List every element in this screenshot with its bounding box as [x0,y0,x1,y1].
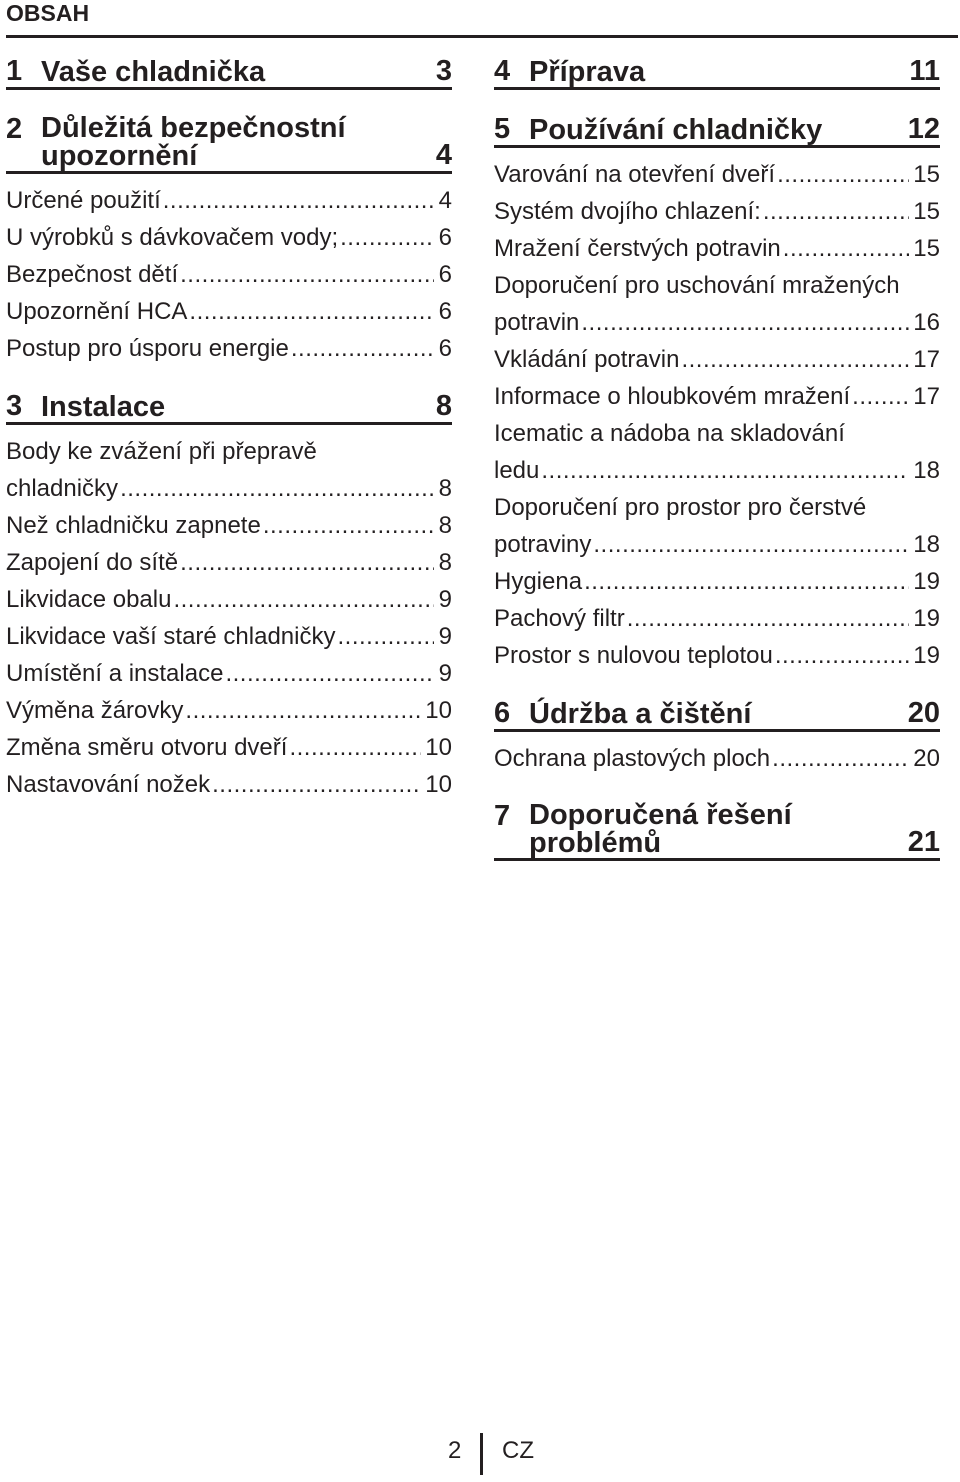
dot-leader [185,692,421,729]
toc-entry[interactable] [6,655,452,692]
toc-entry[interactable] [6,182,452,219]
section-page: 3 [435,55,452,87]
dot-leader [291,330,434,367]
entry-page: 10 [425,734,452,761]
entry-label: Upozornění HCA [6,298,188,325]
dot-leader [775,637,909,674]
toc-section-2 [6,114,452,367]
entry-line2 [494,304,940,341]
toc-entry[interactable] [494,193,940,230]
section-number: 7 [494,800,511,832]
dot-leader [263,507,434,544]
toc-entry[interactable] [494,637,940,674]
entry-page: 6 [438,298,452,325]
dot-leader [593,526,909,563]
entry-label-continued: ledu [494,457,540,484]
toc-section-7 [494,801,940,861]
toc-section-3 [6,391,452,803]
entry-page: 16 [913,309,940,336]
dot-leader [777,156,909,193]
section-title: Instalace [41,391,166,423]
toc-left-column [6,56,452,827]
footer-page-number: 2 [448,1437,462,1464]
dot-leader [541,452,909,489]
entry-page: 15 [913,198,940,225]
toc-entry[interactable] [6,433,452,507]
page-title: OBSAH [6,0,90,26]
entry-page: 17 [913,346,940,373]
entry-page: 20 [913,745,940,772]
section-number: 1 [6,55,23,87]
entry-page: 15 [913,235,940,262]
header-rule [6,35,958,38]
toc-entry[interactable] [494,563,940,600]
section-number: 3 [6,390,23,422]
dot-leader [681,341,909,378]
entry-line2 [6,470,452,507]
toc-section-heading[interactable] [494,698,940,732]
entry-label-continued: potravin [494,309,580,336]
entry-label: Icematic a nádoba na skladování [494,420,845,447]
dot-leader [772,740,909,777]
toc-entry[interactable] [6,219,452,256]
entry-page: 4 [438,187,452,214]
entry-label: U výrobků s dávkovačem vody; [6,224,339,251]
entry-label: Výměna žárovky [6,697,184,724]
entry-label: Umístění a instalace [6,660,224,687]
section-title: Údržba a čištění [529,698,752,730]
entry-label: Hygiena [494,568,583,595]
entry-label-continued: potraviny [494,531,592,558]
toc-entry[interactable] [6,507,452,544]
toc-section-4 [494,56,940,90]
toc-section-heading[interactable] [6,56,452,90]
entry-line2 [494,526,940,563]
toc-section-heading[interactable] [494,56,940,90]
entry-label: Likvidace obalu [6,586,172,613]
section-page: 8 [435,390,452,422]
entry-page: 18 [913,531,940,558]
entry-label-continued: chladničky [6,475,119,502]
section-page: 12 [907,113,940,145]
toc-entry[interactable] [6,692,452,729]
dot-leader [337,618,434,655]
toc-entry[interactable] [494,267,940,341]
section-page: 11 [909,55,940,87]
entry-page: 19 [913,568,940,595]
entry-page: 9 [438,623,452,650]
section-number: 2 [6,113,23,145]
entry-label: Mražení čerstvých potravin [494,235,781,262]
entry-label: Systém dvojího chlazení: [494,198,761,225]
entry-page: 19 [913,605,940,632]
toc-section-heading[interactable] [494,801,940,861]
toc-entry[interactable] [6,581,452,618]
section-title: Příprava [529,56,646,88]
dot-leader [189,293,434,330]
entry-label: Pachový filtr [494,605,625,632]
dot-leader [212,766,421,803]
entry-label: Varování na otevření dveří [494,161,776,188]
toc-entry[interactable] [494,415,940,489]
toc-section-5 [494,114,940,674]
entry-label: Bezpečnost dětí [6,261,179,288]
toc-right-column [494,56,940,885]
entry-label: Prostor s nulovou teplotou [494,642,773,669]
entry-label: Postup pro úsporu energie [6,335,289,362]
dot-leader [581,304,909,341]
entry-label: Určené použití [6,187,161,214]
entry-label: Změna směru otvoru dveří [6,734,288,761]
page-footer [448,1433,568,1471]
entry-label: Doporučení pro uschování mražených [494,272,900,299]
section-number: 6 [494,697,511,729]
entry-label: Informace o hloubkovém mražení [494,383,851,410]
entry-label: Než chladničku zapnete [6,512,261,539]
section-title: Používání chladničky [529,114,823,146]
page-header [0,0,960,40]
toc-entry[interactable] [494,341,940,378]
dot-leader [783,230,910,267]
section-number: 4 [494,55,511,87]
entry-label: Zapojení do sítě [6,549,179,576]
entry-page: 10 [425,771,452,798]
toc-section-1 [6,56,452,90]
entry-label: Ochrana plastových ploch [494,745,771,772]
entry-page: 6 [438,335,452,362]
dot-leader [340,219,434,256]
toc-entry[interactable] [6,256,452,293]
toc-entry[interactable] [6,293,452,330]
toc-entry[interactable] [494,600,940,637]
entry-label: Vkládání potravin [494,346,680,373]
entry-label: Likvidace vaší staré chladničky [6,623,336,650]
entry-label: Doporučení pro prostor pro čerstvé [494,494,867,521]
entry-page: 9 [438,660,452,687]
dot-leader [763,193,909,230]
entry-line2 [494,452,940,489]
toc-entry[interactable] [6,330,452,367]
toc-entry[interactable] [494,489,940,563]
entry-page: 8 [438,475,452,502]
entry-page: 6 [438,261,452,288]
section-title: Důležitá bezpečnostní upozornění [41,112,346,172]
toc-entry[interactable] [494,740,940,777]
section-number: 5 [494,113,511,145]
toc-entry[interactable] [494,156,940,193]
section-title: Vaše chladnička [41,56,266,88]
dot-leader [180,256,434,293]
footer-divider [480,1433,483,1475]
dot-leader [225,655,434,692]
dot-leader [163,182,434,219]
toc-entry[interactable] [494,378,940,415]
entry-page: 17 [913,383,940,410]
dot-leader [627,600,910,637]
entry-page: 15 [913,161,940,188]
entry-label: Nastavování nožek [6,771,211,798]
toc-entry[interactable] [6,544,452,581]
section-page: 20 [907,697,940,729]
entry-page: 8 [438,549,452,576]
dot-leader [584,563,909,600]
footer-language: CZ [502,1437,534,1464]
section-title: Doporučená řešení problémů [529,799,792,859]
dot-leader [180,544,434,581]
section-page: 4 [435,139,452,171]
toc-section-heading[interactable] [6,391,452,425]
entry-page: 10 [425,697,452,724]
entry-page: 18 [913,457,940,484]
entry-page: 8 [438,512,452,539]
entry-label: Body ke zvážení při přepravě [6,438,317,465]
dot-leader [120,470,434,507]
dot-leader [173,581,434,618]
entry-page: 19 [913,642,940,669]
section-page: 21 [907,826,940,858]
toc-section-heading[interactable] [494,114,940,148]
entry-page: 9 [438,586,452,613]
toc-section-6 [494,698,940,777]
toc-section-heading[interactable] [6,114,452,174]
toc-entry[interactable] [6,766,452,803]
toc-entry[interactable] [6,729,452,766]
toc-entry[interactable] [6,618,452,655]
dot-leader [289,729,421,766]
entry-page: 6 [438,224,452,251]
toc-entry[interactable] [494,230,940,267]
dot-leader [852,378,909,415]
